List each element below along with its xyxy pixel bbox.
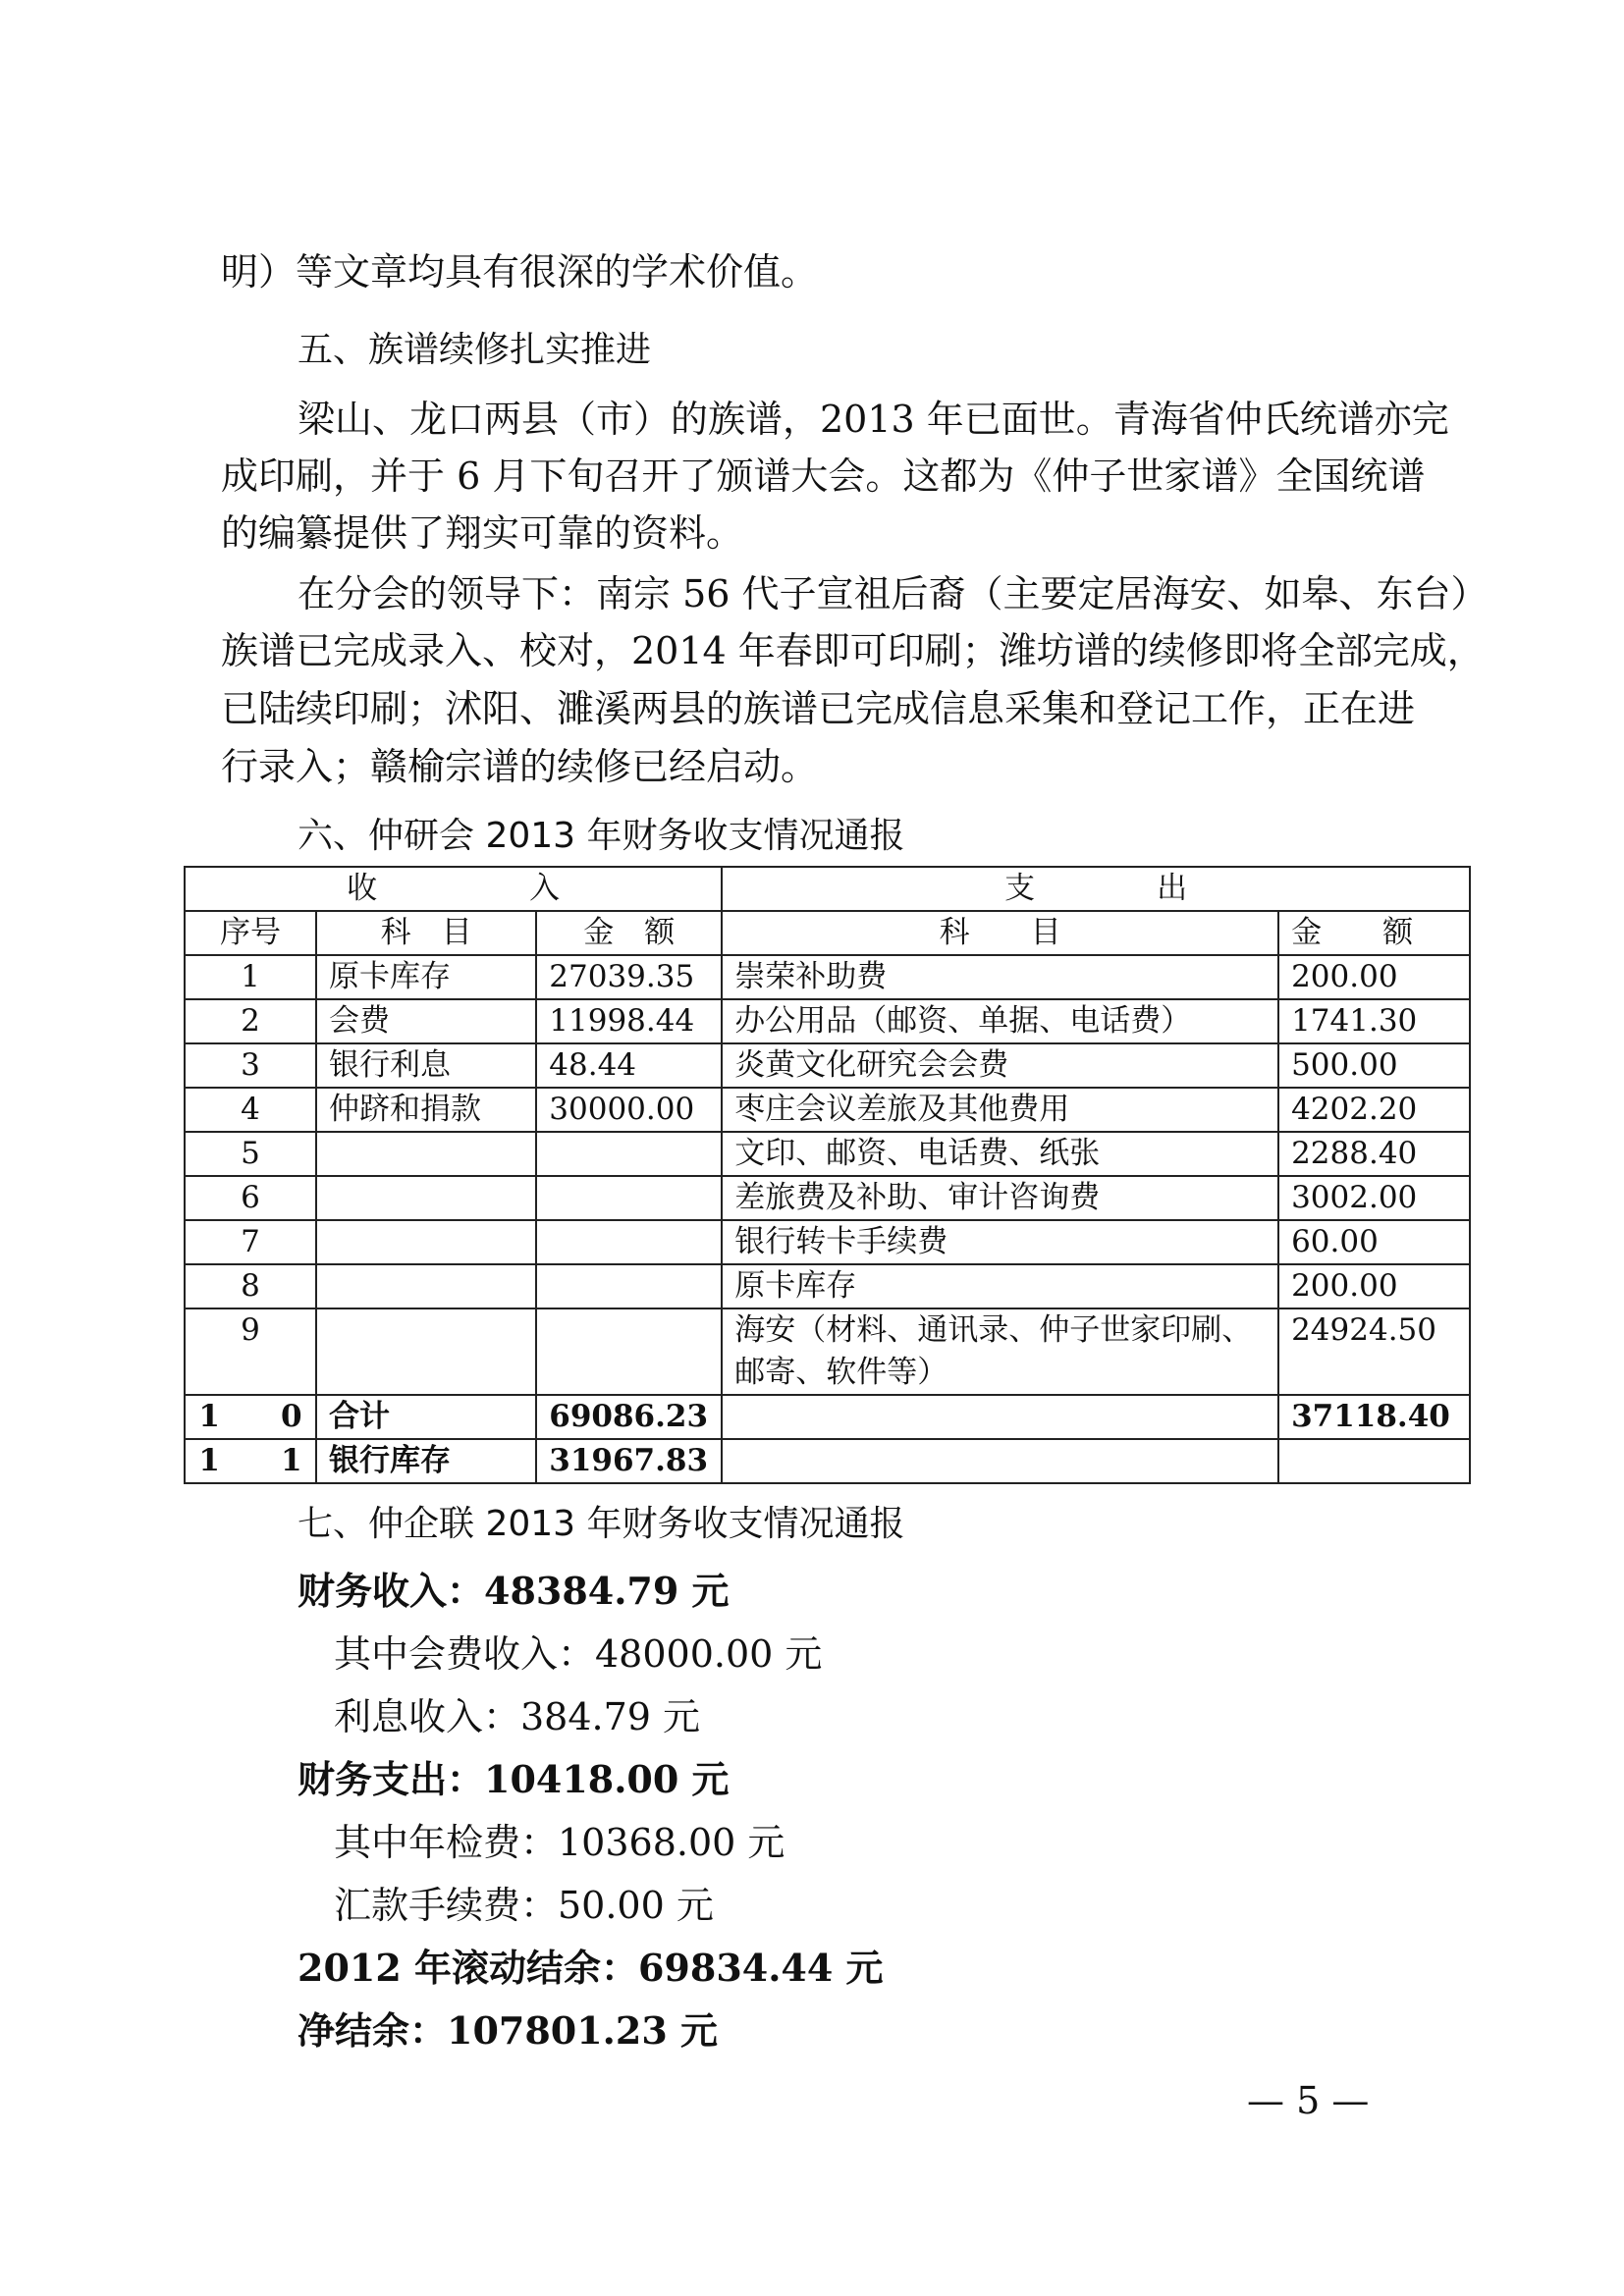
income-amount: 48.44 xyxy=(536,1043,722,1088)
row-no: 2 xyxy=(185,999,316,1043)
income-item xyxy=(316,1308,536,1395)
section-5-p1-line-3: 的编纂提供了翔实可靠的资料。 xyxy=(221,511,744,555)
bank-balance-row xyxy=(185,1439,1470,1483)
income-item: 银行利息 xyxy=(316,1043,536,1088)
row-no: 1 0 xyxy=(185,1395,316,1439)
total-income-amount: 69086.23 xyxy=(536,1395,722,1439)
expense-item xyxy=(722,1395,1278,1439)
net-balance: 净结余：107801.23 元 xyxy=(298,2008,718,2053)
total-expense-amount: 37118.40 xyxy=(1278,1395,1470,1439)
expense-remit-fee: 汇款手续费：50.00 元 xyxy=(334,1884,714,1927)
row-no: 1 xyxy=(185,955,316,999)
col-no: 序号 xyxy=(185,911,316,955)
section-6-heading: 六、仲研会 2013 年财务收支情况通报 xyxy=(298,816,905,856)
expense-header: 支 出 xyxy=(722,867,1470,911)
section-5-heading: 五、族谱续修扎实推进 xyxy=(298,330,652,370)
expense-amount: 4202.20 xyxy=(1278,1088,1470,1132)
expense-amount: 200.00 xyxy=(1278,1264,1470,1308)
expense-item: 银行转卡手续费 xyxy=(722,1220,1278,1264)
income-item xyxy=(316,1176,536,1220)
income-amount xyxy=(536,1132,722,1176)
table-row xyxy=(185,999,1470,1043)
section-7-heading: 七、仲企联 2013 年财务收支情况通报 xyxy=(298,1504,905,1544)
expense-amount xyxy=(1278,1439,1470,1483)
income-item: 原卡库存 xyxy=(316,955,536,999)
expense-item: 文印、邮资、电话费、纸张 xyxy=(722,1132,1278,1176)
income-total: 财务收入：48384.79 元 xyxy=(298,1569,730,1613)
expense-amount: 60.00 xyxy=(1278,1220,1470,1264)
income-item xyxy=(316,1264,536,1308)
row-no: 5 xyxy=(185,1132,316,1176)
table-row xyxy=(185,1132,1470,1176)
expense-amount: 2288.40 xyxy=(1278,1132,1470,1176)
table-row xyxy=(185,1220,1470,1264)
table-row xyxy=(185,1264,1470,1308)
income-amount: 27039.35 xyxy=(536,955,722,999)
row-no: 9 xyxy=(185,1308,316,1395)
expense-item xyxy=(722,1439,1278,1483)
table-row xyxy=(185,1043,1470,1088)
income-amount xyxy=(536,1220,722,1264)
section-5-p2-line-2: 族谱已完成录入、校对，2014 年春即可印刷；潍坊谱的续修即将全部完成， xyxy=(221,629,1485,672)
income-amount xyxy=(536,1176,722,1220)
income-item xyxy=(316,1220,536,1264)
table-row xyxy=(185,1308,1470,1395)
row-no: 8 xyxy=(185,1264,316,1308)
expense-item: 办公用品（邮资、单据、电话费） xyxy=(722,999,1278,1043)
col-expense-item: 科 目 xyxy=(722,911,1278,955)
row-no: 6 xyxy=(185,1176,316,1220)
carryover-balance: 2012 年滚动结余：69834.44 元 xyxy=(298,1946,884,1990)
bank-label: 银行库存 xyxy=(316,1439,536,1483)
expense-annual-check: 其中年检费：10368.00 元 xyxy=(334,1821,785,1864)
expense-item: 炎黄文化研究会会费 xyxy=(722,1043,1278,1088)
expense-total: 财务支出：10418.00 元 xyxy=(298,1757,730,1801)
section-5-p1-line-2: 成印刷，并于 6 月下旬召开了颁谱大会。这都为《仲子世家谱》全国统谱 xyxy=(221,454,1426,498)
col-income-item: 科 目 xyxy=(316,911,536,955)
expense-amount: 500.00 xyxy=(1278,1043,1470,1088)
section-5-p2-line-3: 已陆续印刷；沭阳、濉溪两县的族谱已完成信息采集和登记工作，正在进 xyxy=(221,687,1416,730)
col-income-amount: 金 额 xyxy=(536,911,722,955)
income-header: 收 入 xyxy=(185,867,722,911)
income-amount xyxy=(536,1308,722,1395)
income-item: 仲跻和捐款 xyxy=(316,1088,536,1132)
expense-amount: 200.00 xyxy=(1278,955,1470,999)
section-5-p2-line-4: 行录入；赣榆宗谱的续修已经启动。 xyxy=(221,745,819,788)
row-no: 7 xyxy=(185,1220,316,1264)
finance-table xyxy=(184,866,1471,1484)
table-subheader-row xyxy=(185,911,1470,955)
expense-item: 海安（材料、通讯录、仲子世家印刷、邮寄、软件等） xyxy=(722,1308,1278,1395)
income-amount: 30000.00 xyxy=(536,1088,722,1132)
income-amount xyxy=(536,1264,722,1308)
table-row xyxy=(185,955,1470,999)
table-row xyxy=(185,1176,1470,1220)
page-number: — 5 — xyxy=(1247,2079,1370,2122)
expense-item: 原卡库存 xyxy=(722,1264,1278,1308)
expense-item: 枣庄会议差旅及其他费用 xyxy=(722,1088,1278,1132)
row-no: 1 1 xyxy=(185,1439,316,1483)
table-row xyxy=(185,1088,1470,1132)
income-fee: 其中会费收入：48000.00 元 xyxy=(334,1632,823,1676)
table-header-row xyxy=(185,867,1470,911)
section-5-p1-line-1: 梁山、龙口两县（市）的族谱，2013 年已面世。青海省仲氏统谱亦完 xyxy=(298,398,1449,441)
income-item: 会费 xyxy=(316,999,536,1043)
row-no: 4 xyxy=(185,1088,316,1132)
expense-item: 差旅费及补助、审计咨询费 xyxy=(722,1176,1278,1220)
income-item xyxy=(316,1132,536,1176)
income-interest: 利息收入：384.79 元 xyxy=(334,1695,701,1738)
income-amount: 11998.44 xyxy=(536,999,722,1043)
col-expense-amount: 金 额 xyxy=(1278,911,1470,955)
expense-amount: 1741.30 xyxy=(1278,999,1470,1043)
expense-amount: 24924.50 xyxy=(1278,1308,1470,1395)
row-no: 3 xyxy=(185,1043,316,1088)
total-label: 合计 xyxy=(316,1395,536,1439)
expense-item: 崇荣补助费 xyxy=(722,955,1278,999)
section-5-p2-line-1: 在分会的领导下：南宗 56 代子宣祖后裔（主要定居海安、如皋、东台） xyxy=(298,572,1489,615)
total-row xyxy=(185,1395,1470,1439)
paragraph-end: 明）等文章均具有很深的学术价值。 xyxy=(221,250,819,294)
expense-amount: 3002.00 xyxy=(1278,1176,1470,1220)
bank-amount: 31967.83 xyxy=(536,1439,722,1483)
